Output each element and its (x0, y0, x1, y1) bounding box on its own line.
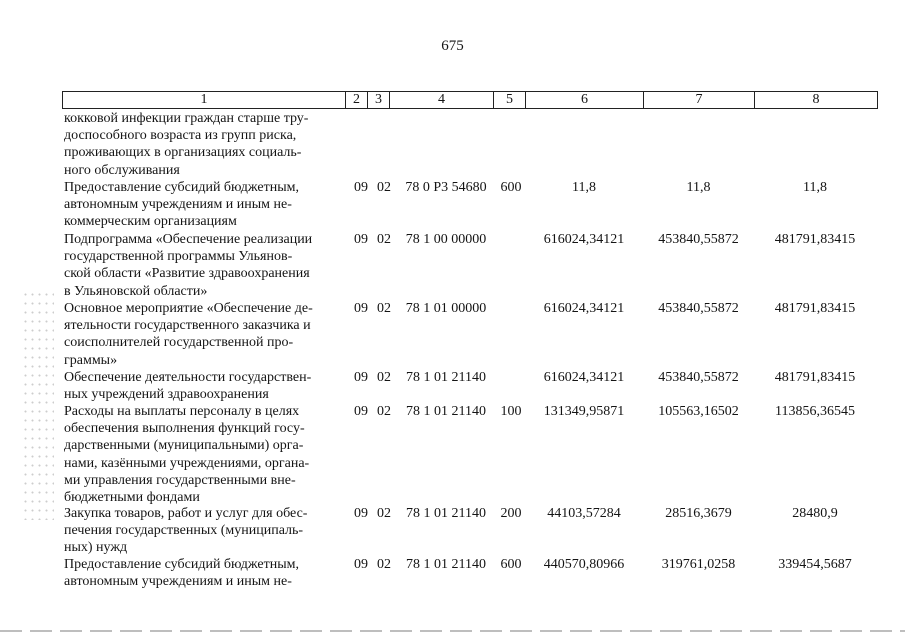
row-cell-c8: 481791,83415 (774, 232, 856, 247)
row-cell-c5: 200 (500, 506, 522, 521)
row-cell-c2: 09 (354, 404, 368, 419)
row-cell-c6: 440570,80966 (543, 557, 625, 572)
row-cell-c2: 09 (354, 557, 368, 572)
row-cell-c7: 453840,55872 (658, 232, 739, 247)
row-cell-c2: 09 (354, 232, 368, 247)
row-cell-c5: 100 (500, 404, 522, 419)
row-cell-c7: 28516,3679 (665, 506, 732, 521)
header-col-2: 2 (346, 92, 368, 108)
row-name: Обеспечение деятельности государствен- ных учреждений здравоохранения (64, 370, 312, 403)
row-name: Предоставление субсидий бюджетным, автономным учреждениям и иным не- (64, 557, 300, 590)
row-name: Предоставление субсидий бюджетным, автономным учреждениям и иным не- коммерческим организациям (64, 180, 300, 230)
row-name: Подпрограмма «Обеспечение реализации государственной программы Ульянов- ской области «Развитие здравоохранения в Ульяновской области» (64, 232, 313, 299)
row-cell-c8: 339454,5687 (778, 557, 852, 572)
row-cell-c6: 616024,34121 (543, 301, 625, 316)
row-cell-c7: 11,8 (686, 180, 711, 195)
page-number: 675 (441, 38, 464, 54)
row-cell-c8: 481791,83415 (774, 301, 856, 316)
header-col-1: 1 (63, 92, 346, 108)
header-col-8: 8 (812, 92, 820, 107)
scan-noise (22, 290, 54, 520)
row-cell-c4: 78 1 00 00000 (405, 232, 487, 247)
row-cell-c7: 453840,55872 (658, 370, 739, 385)
row-cell-c6: 616024,34121 (543, 370, 625, 385)
row-cell-c4: 78 1 01 21140 (406, 404, 486, 419)
row-cell-c7: 105563,16502 (658, 404, 739, 419)
row-cell-c8: 113856,36545 (775, 404, 855, 419)
row-cell-c3: 02 (377, 232, 391, 247)
row-cell-c3: 02 (377, 180, 391, 195)
row-cell-c3: 02 (377, 506, 391, 521)
row-cell-c5: 600 (500, 557, 522, 572)
row-cell-c5: 600 (500, 180, 522, 195)
header-col-3: 3 (368, 92, 390, 108)
row-cell-c3: 02 (377, 404, 391, 419)
header-col-6: 6 (526, 92, 644, 108)
row-cell-c4: 78 1 01 21140 (406, 557, 486, 572)
row-cell-c4: 78 0 Р3 54680 (405, 180, 487, 195)
header-col-7: 7 (644, 92, 755, 108)
row-cell-c2: 09 (354, 506, 368, 521)
row-cell-c3: 02 (377, 557, 391, 572)
scan-edge (0, 630, 905, 632)
row-cell-c4: 78 1 01 00000 (405, 301, 487, 316)
row-cell-c3: 02 (377, 370, 391, 385)
row-cell-c7: 453840,55872 (658, 301, 739, 316)
row-cell-c6: 44103,57284 (547, 506, 621, 521)
row-cell-c8: 28480,9 (792, 506, 838, 521)
header-col-4: 4 (390, 92, 494, 108)
row-cell-c2: 09 (354, 180, 368, 195)
row-cell-c3: 02 (377, 301, 391, 316)
row-cell-c6: 11,8 (572, 180, 596, 195)
row-name: Расходы на выплаты персоналу в целях обеспечения выполнения функций госу- дарственными (муниципальными) орга- нами, казёнными учреждениями, органа- ми управления государственными вне- бюджетными фондами (64, 404, 310, 506)
row-name: Основное мероприятие «Обеспечение де- ятельности государственного заказчика и соисполнителей государственной про- граммы» (64, 301, 313, 368)
row-cell-c2: 09 (354, 301, 368, 316)
row-cell-c8: 11,8 (803, 180, 827, 195)
row-cell-c6: 616024,34121 (543, 232, 625, 247)
table-header-row (62, 91, 878, 109)
row-name: Закупка товаров, работ и услуг для обес- печения государственных (муниципаль- ных) нужд (64, 506, 308, 556)
row-cell-c4: 78 1 01 21140 (406, 506, 486, 521)
row-cell-c4: 78 1 01 21140 (406, 370, 486, 385)
row-cell-c6: 131349,95871 (543, 404, 625, 419)
row-name: кокковой инфекции граждан старше тру- доспособного возраста из групп риска, проживающих в организациях социаль- ного обслуживания (64, 111, 309, 178)
row-cell-c8: 481791,83415 (774, 370, 856, 385)
header-col-5: 5 (494, 92, 526, 108)
row-cell-c7: 319761,0258 (661, 557, 736, 572)
row-cell-c2: 09 (354, 370, 368, 385)
